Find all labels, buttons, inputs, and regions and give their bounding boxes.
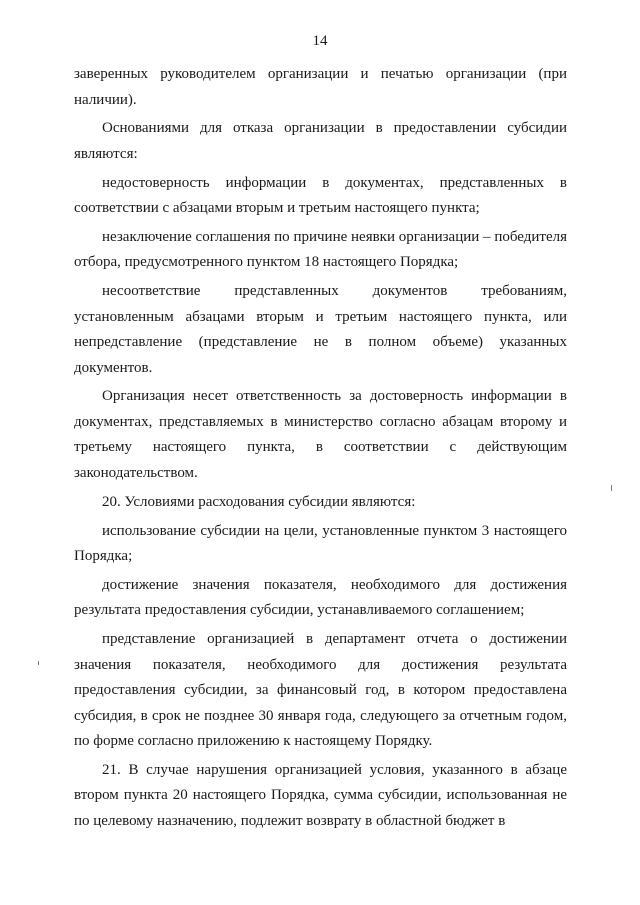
- paragraph-section-20: 20. Условиями расходования субсидии являются:: [102, 493, 416, 510]
- paragraph-no-agreement: незаключение соглашения по причине неявки организации – победителя отбора, предусмотренного пунктом 18 настоящего Порядка;: [74, 228, 567, 271]
- scan-artifact: [611, 485, 612, 491]
- scan-artifact: [38, 661, 39, 665]
- paragraph-report: представление организацией в департамент отчета о достижении значения показателя, необходимого для достижения результата предоставления субсидии, за финансовый год, в котором предоставлена субсидия, в срок не позднее 30 января года, следующего за отчетным годом, по форме согласно приложению к настоящему Порядку.: [74, 631, 567, 750]
- paragraph-continuation: заверенных руководителем организации и печатью организации (при наличии).: [74, 66, 567, 108]
- paragraph-refusal-grounds: Основаниями для отказа организации в предоставлении субсидии являются:: [74, 120, 567, 162]
- paragraph-responsibility: Организация несет ответственность за достоверность информации в документах, представляемых в министерство согласно абзацам второму и третьему настоящего пункта, в соответствии с действующим законодательством.: [74, 388, 567, 481]
- paragraph-section-21: 21. В случае нарушения организацией условия, указанного в абзаце втором пункта 20 настоящего Порядка, сумма субсидии, использованная не по целевому назначению, подлежит возврату в областной бюджет в: [74, 761, 567, 829]
- paragraph-indicator: достижение значения показателя, необходимого для достижения результата предоставления субсидии, устанавливаемого соглашением;: [74, 576, 567, 619]
- page-number: 14: [312, 33, 328, 49]
- document-body: [74, 62, 567, 838]
- paragraph-purpose-use: использование субсидии на цели, установленные пунктом 3 настоящего Порядка;: [74, 522, 567, 565]
- paragraph-unreliable-info: недостоверность информации в документах, представленных в соответствии с абзацами вторым и третьим настоящего пункта;: [74, 174, 567, 217]
- paragraph-nonconformity: несоответствие представленных документов требованиям, установленным абзацами вторым и третьим настоящего пункта, или непредставление (представление не в полном объеме) указанных документов.: [74, 283, 567, 376]
